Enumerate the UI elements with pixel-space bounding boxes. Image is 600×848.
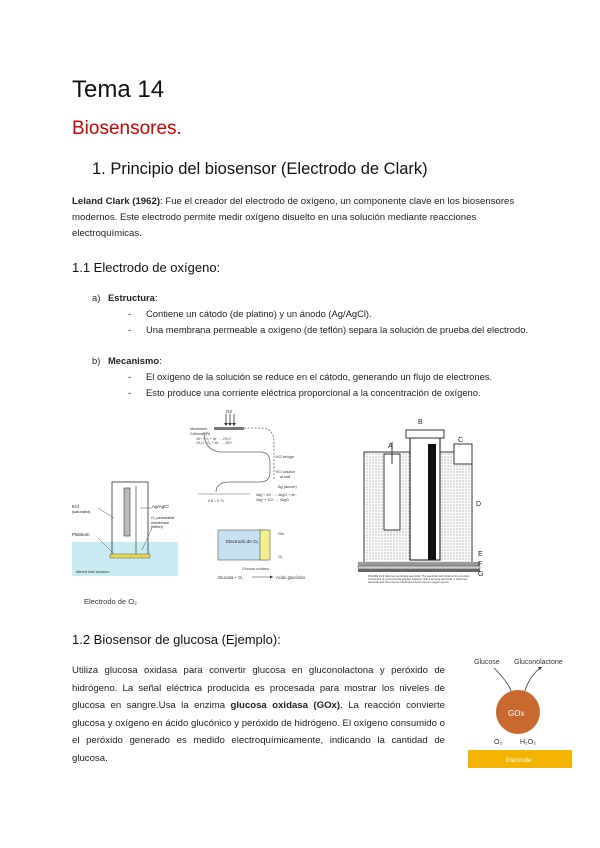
- anode-wire: [124, 488, 130, 536]
- letter-a: A: [388, 443, 393, 450]
- list-b-label: b): [92, 355, 101, 366]
- voltage-label: 0.6 – 0.7v: [208, 499, 224, 503]
- list-b-title: Mecanismo:: [108, 355, 162, 366]
- gluconolactone-arrow: [524, 668, 540, 694]
- gox-figure: [466, 654, 576, 770]
- glucose-text-after: . La reacción convierte glucosa y oxígeno en ácido glucónico y peróxido de hidrógeno. El oxígeno consumido o el peróxido generado es medido electroquímicamente, indicando la cantidad de glucosa.: [72, 700, 445, 764]
- box-label: Electrodo de O₂: [226, 539, 259, 544]
- gox-small-label: Glucosa oxidasa: [242, 567, 269, 571]
- page-subtitle: Biosensores.: [72, 118, 182, 139]
- letter-e: E: [478, 551, 483, 558]
- section-1-2-heading: 1.2 Biosensor de glucosa (Ejemplo):: [72, 632, 281, 647]
- list-b-item-2: Esto produce una corriente eléctrica proporcional a la concentración de oxígeno.: [146, 387, 481, 398]
- gluconolactone-label: Gluconolactone: [514, 659, 563, 666]
- glucose-arrow: [494, 668, 512, 694]
- platinum-label: Platinum: [72, 532, 90, 537]
- glucose-paragraph: [72, 662, 445, 768]
- anode-label: Ag (anode): [278, 485, 297, 489]
- eq-right: Ácido glucónico: [276, 575, 306, 580]
- stirred-label: stirred test solution: [76, 569, 110, 574]
- layer-f: [358, 566, 480, 569]
- list-a-title: Estructura:: [108, 292, 158, 303]
- h2o2-label: H₂O₂: [520, 739, 536, 746]
- o2-electrode-box: [218, 530, 266, 560]
- membrane-bar: [214, 427, 244, 430]
- agagcl-label: Ag/AgCl: [152, 504, 169, 509]
- section-1-heading: 1. Principio del biosensor (Electrodo de Clark): [92, 160, 428, 178]
- letter-c: C: [458, 437, 464, 444]
- anode-rxn-2: 4Ag⁺ + 4Cl⁻ → 4AgCl: [256, 498, 290, 502]
- cathode-rxn-1: 4H⁺ + O₂ + 4e⁻ → 2H₂O: [196, 437, 231, 441]
- o2-input-label: O2: [226, 410, 233, 414]
- kcl-label: KCl: [72, 504, 80, 509]
- letter-b: B: [418, 419, 423, 426]
- glucose-text-before: Utiliza glucosa oxidasa para convertir glucosa en gluconolactona y peróxido de hidrógeno. La señal eléctrica producida es procesada para mostrar los niveles de glucosa en sangre.Usa la enzima: [72, 665, 445, 712]
- gox-layer: [260, 530, 270, 560]
- membrane-label: Membrane: [190, 427, 208, 431]
- electrode-label: Electrode: [506, 758, 532, 764]
- list-a-label: a): [92, 292, 101, 303]
- clark-electrode-figure: [72, 478, 180, 610]
- list-a-item-1: Contiene un cátodo (de platino) y un ánodo (Ag/AgCl).: [146, 308, 372, 319]
- bullet-mark: -: [128, 308, 132, 319]
- kcl-bridge-label: KCl bridge: [276, 455, 294, 459]
- glucose-text-bold: glucosa oxidasa (GOx): [230, 700, 341, 712]
- glucose-electrode-figure: [354, 414, 486, 598]
- intro-name: Leland Clark: [72, 196, 130, 207]
- gox-label: GOx: [508, 709, 525, 718]
- anode-rxn-1: 4Ag + 4Cl⁻ → 4AgCl + 4e⁻: [256, 493, 297, 497]
- intro-year: 1962: [135, 196, 157, 207]
- membrane: [110, 554, 150, 558]
- bullet-mark: -: [128, 387, 132, 398]
- cathode-label: Cathode (Pt): [190, 432, 211, 436]
- kcl-solution-label: KCl solution: [276, 470, 296, 474]
- bullet-mark: -: [128, 324, 132, 335]
- letter-d: D: [476, 501, 482, 508]
- top-cap: [406, 430, 444, 438]
- page-title: Tema 14: [72, 76, 165, 103]
- kcl-solution-label-2: at wall: [280, 475, 291, 479]
- layer-e: [358, 561, 483, 568]
- letter-f: F: [478, 561, 483, 568]
- intro-paragraph: Leland Clark (1962): Fue el creador del electrodo de oxígeno, un componente clave en los biosensores modernos. Este electrodo permite medir oxígeno disuelto en una solución mediante reacciones electroquímicas.: [72, 196, 515, 239]
- glu-label: Glu: [278, 531, 285, 536]
- list-a-item-2: Una membrana permeable a oxígeno (de teflón) separa la solución de prueba del electrodo.: [146, 324, 529, 335]
- list-b-item-1: El oxígeno de la solución se reduce en el cátodo, generando un flujo de electrones.: [146, 371, 493, 382]
- o2-membrane-label: O₂ permeable membrane (teflon): [151, 516, 175, 530]
- clark-cell-figure: [190, 410, 344, 596]
- letter-g: G: [478, 571, 484, 578]
- intro-text: : Fue el creador del electrodo de oxígeno, un componente clave en los biosensores modernos. Este electrodo permite medir oxígeno disuelto en una solución mediante reacciones electroquímicas.: [72, 196, 515, 239]
- cylinder-wall: [428, 444, 436, 560]
- section-1-1-heading: 1.1 Electrodo de oxígeno:: [72, 260, 221, 275]
- bridge-path: [244, 428, 274, 480]
- o2-out-label: O₂: [278, 554, 283, 559]
- bullet-mark: -: [128, 371, 132, 382]
- layer-g: [358, 569, 480, 572]
- glucose-label: Glucose: [474, 659, 500, 666]
- eq-left: Glucosa + O₂: [218, 575, 244, 580]
- o2-arrows-group: [224, 414, 236, 426]
- o2-label: O₂: [494, 739, 503, 746]
- kcl-sat-label: (saturated): [72, 510, 91, 514]
- left-chamber: [384, 454, 400, 530]
- cathode-rxn-2: 2H₂O + O₂ + 4e⁻ → 4OH⁻: [196, 441, 234, 445]
- right-figure-caption: FIGURE 13.2 Glucose membrane electrode. The electrode cell shown is the principal component of a commercial glucose analyzer, with a sensing electrode, a reference electrode and the enzyme membrane bound over an oxygen sensor.: [368, 575, 470, 585]
- right-port: [454, 444, 472, 464]
- left-figure-caption: Electrodo de O₂: [84, 597, 137, 606]
